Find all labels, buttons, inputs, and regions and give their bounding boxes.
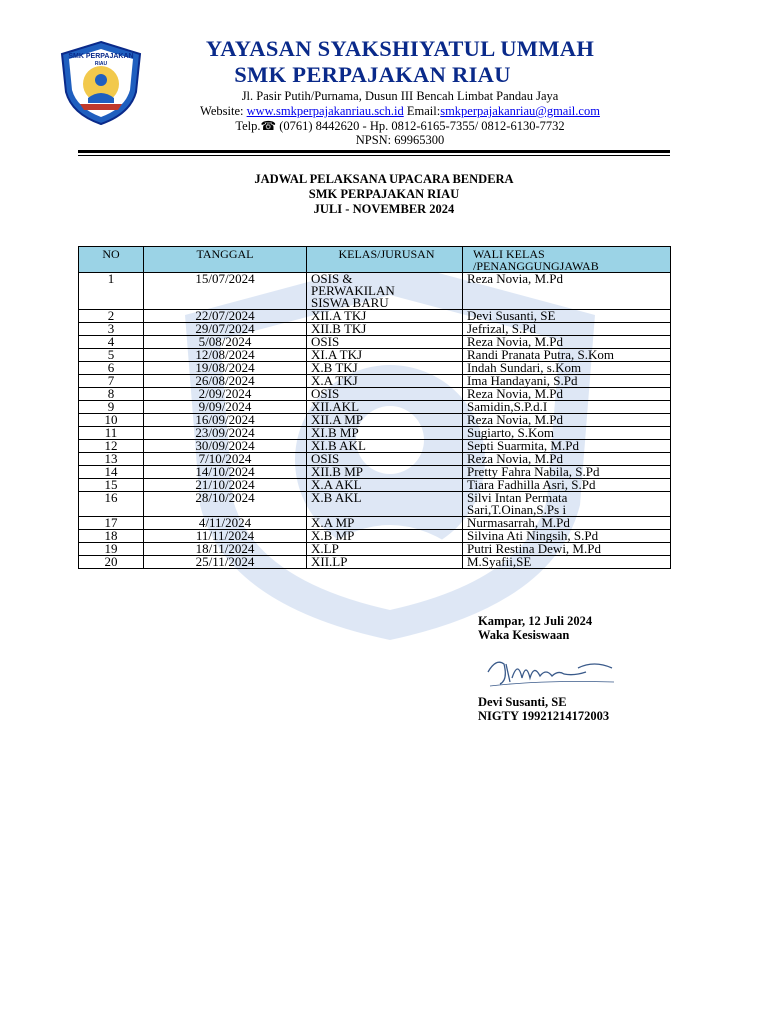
cell-wali-line: Silvina Ati Ningsih, S.Pd — [467, 528, 599, 543]
cell-tanggal: 15/07/2024 — [144, 273, 307, 310]
cell-wali-line: Randi Pranata Putra, S.Kom — [467, 347, 614, 362]
cell-wali-line: Nurmasarrah, M.Pd — [467, 515, 570, 530]
cell-wali-line: Sari,T.Oinan,S.Ps i — [467, 502, 567, 517]
phone-line: Telp.☎ (0761) 8442620 - Hp. 0812-6165-7355/ 0812-6130-7732 — [235, 119, 565, 133]
email-link[interactable]: smkperpajakanriau@gmail.com — [440, 104, 600, 118]
table-header-row — [79, 247, 671, 273]
cell-kelas-line: OSIS — [311, 451, 340, 466]
cell-wali-line: Pretty Fahra Nabila, S.Pd — [467, 464, 600, 479]
cell-kelas-line: OSIS & — [311, 271, 353, 286]
website-label: Website: — [200, 104, 244, 118]
cell-tanggal: 5/08/2024 — [144, 336, 307, 349]
sign-id: NIGTY 19921214172003 — [478, 709, 610, 723]
table-row — [79, 375, 671, 388]
cell-kelas-line: X.B MP — [311, 528, 355, 543]
table-row — [79, 388, 671, 401]
contact-line — [130, 104, 670, 119]
header-kelas: KELAS/JURUSAN — [307, 247, 463, 273]
cell-tanggal: 19/08/2024 — [144, 362, 307, 375]
cell-no: 2 — [79, 310, 144, 323]
cell-tanggal: 30/09/2024 — [144, 440, 307, 453]
document-subtitle: SMK PERPAJAKAN RIAU — [308, 187, 460, 201]
cell-wali-line: Tiara Fadhilla Asri, S.Pd — [467, 477, 596, 492]
cell-no: 14 — [79, 466, 144, 479]
organization-name: YAYASAN SYAKSHIYATUL UMMAH — [205, 36, 595, 61]
cell-tanggal: 29/07/2024 — [144, 323, 307, 336]
cell-no: 9 — [79, 401, 144, 414]
table-row — [79, 492, 671, 517]
cell-no: 17 — [79, 517, 144, 530]
cell-no: 5 — [79, 349, 144, 362]
cell-kelas-line: XI.A TKJ — [311, 347, 363, 362]
table-row — [79, 401, 671, 414]
cell-tanggal: 25/11/2024 — [144, 556, 307, 569]
header-rule-thick — [78, 150, 670, 153]
svg-text:SMK PERPAJAKAN: SMK PERPAJAKAN — [68, 53, 134, 60]
address-line: Jl. Pasir Putih/Purnama, Dusun III Bencah Limbat Pandau Jaya — [241, 89, 559, 103]
cell-no: 13 — [79, 453, 144, 466]
cell-no: 6 — [79, 362, 144, 375]
cell-tanggal: 23/09/2024 — [144, 427, 307, 440]
cell-no: 4 — [79, 336, 144, 349]
cell-no: 16 — [79, 492, 144, 517]
sign-place-date: Kampar, 12 Juli 2024 — [478, 614, 593, 628]
cell-kelas-line: XII.B TKJ — [311, 321, 367, 336]
cell-wali-line: Sugiarto, S.Kom — [467, 425, 555, 440]
cell-tanggal: 16/09/2024 — [144, 414, 307, 427]
cell-wali-line: M.Syafii,SE — [467, 554, 532, 569]
cell-wali-line: Samidin,S.P.d.I — [467, 399, 548, 414]
cell-tanggal: 11/11/2024 — [144, 530, 307, 543]
cell-no: 15 — [79, 479, 144, 492]
cell-no: 1 — [79, 273, 144, 310]
cell-tanggal: 21/10/2024 — [144, 479, 307, 492]
cell-tanggal: 18/11/2024 — [144, 543, 307, 556]
cell-wali-line: Indah Sundari, s.Kom — [467, 360, 582, 375]
table-row — [79, 479, 671, 492]
table-row — [79, 414, 671, 427]
cell-kelas-line: X.B AKL — [311, 490, 362, 505]
cell-wali-line: Devi Susanti, SE — [467, 308, 556, 323]
cell-kelas-line: XI.B AKL — [311, 438, 366, 453]
cell-wali-line: Reza Novia, M.Pd — [467, 412, 564, 427]
cell-kelas-line: OSIS — [311, 334, 340, 349]
document-title: JADWAL PELAKSANA UPACARA BENDERA — [254, 172, 514, 186]
cell-tanggal: 28/10/2024 — [144, 492, 307, 517]
cell-wali-line: Silvi Intan Permata — [467, 490, 568, 505]
email-label: Email: — [406, 104, 441, 118]
cell-tanggal: 26/08/2024 — [144, 375, 307, 388]
header-wali — [463, 247, 671, 273]
cell-wali — [463, 492, 671, 517]
header-tanggal: TANGGAL — [144, 247, 307, 273]
cell-wali-line: Reza Novia, M.Pd — [467, 334, 564, 349]
cell-kelas — [307, 492, 463, 517]
table-row — [79, 310, 671, 323]
header-no: NO — [79, 247, 144, 273]
cell-tanggal: 7/10/2024 — [144, 453, 307, 466]
cell-kelas — [307, 556, 463, 569]
cell-kelas-line: X.A AKL — [311, 477, 362, 492]
cell-tanggal: 12/08/2024 — [144, 349, 307, 362]
cell-kelas-line: PERWAKILAN — [311, 283, 395, 298]
svg-text:RIAU: RIAU — [94, 61, 108, 67]
cell-no: 20 — [79, 556, 144, 569]
cell-kelas-line: OSIS — [311, 386, 340, 401]
cell-kelas-line: XII.LP — [311, 554, 348, 569]
sign-position: Waka Kesiswaan — [478, 628, 570, 642]
cell-kelas — [307, 273, 463, 310]
cell-kelas-line: XII.B MP — [311, 464, 364, 479]
table-row — [79, 556, 671, 569]
sign-name: Devi Susanti, SE — [478, 695, 567, 709]
handwritten-signature — [482, 650, 622, 692]
cell-kelas-line: X.A MP — [311, 515, 355, 530]
cell-no: 10 — [79, 414, 144, 427]
cell-kelas-line: XII.A MP — [311, 412, 364, 427]
schedule-body — [79, 273, 671, 569]
cell-no: 19 — [79, 543, 144, 556]
cell-kelas-line: XII.A TKJ — [311, 308, 367, 323]
header-wali-line1: WALI KELAS — [473, 247, 545, 261]
cell-wali-line: Reza Novia, M.Pd — [467, 271, 564, 286]
cell-no: 18 — [79, 530, 144, 543]
cell-no: 11 — [79, 427, 144, 440]
cell-wali-line: Jefrizal, S.Pd — [467, 321, 536, 336]
table-row — [79, 543, 671, 556]
cell-no: 3 — [79, 323, 144, 336]
header-wali-line2: /PENANGGUNGJAWAB — [473, 259, 599, 273]
cell-no: 8 — [79, 388, 144, 401]
cell-no: 12 — [79, 440, 144, 453]
table-row — [79, 273, 671, 310]
cell-no: 7 — [79, 375, 144, 388]
table-row — [79, 362, 671, 375]
cell-wali-line: Reza Novia, M.Pd — [467, 386, 564, 401]
table-row — [79, 427, 671, 440]
cell-wali-line: Putri Restina Dewi, M.Pd — [467, 541, 601, 556]
table-row — [79, 440, 671, 453]
cell-wali-line: Reza Novia, M.Pd — [467, 451, 564, 466]
cell-kelas-line: X.A TKJ — [311, 373, 358, 388]
header-rule-thin — [78, 155, 670, 156]
cell-wali-line: Septi Suarmita, M.Pd — [467, 438, 579, 453]
table-row — [79, 349, 671, 362]
school-name: SMK PERPAJAKAN RIAU — [234, 62, 511, 87]
cell-tanggal: 9/09/2024 — [144, 401, 307, 414]
cell-kelas-line: X.B TKJ — [311, 360, 358, 375]
cell-wali — [463, 273, 671, 310]
npsn-line: NPSN: 69965300 — [355, 133, 445, 147]
cell-kelas-line: SISWA BARU — [311, 295, 389, 310]
cell-tanggal: 14/10/2024 — [144, 466, 307, 479]
document-period: JULI - NOVEMBER 2024 — [313, 202, 455, 216]
cell-wali — [463, 556, 671, 569]
table-row — [79, 323, 671, 336]
cell-kelas-line: X.LP — [311, 541, 339, 556]
website-link[interactable]: www.smkperpajakanriau.sch.id — [246, 104, 404, 118]
cell-tanggal: 2/09/2024 — [144, 388, 307, 401]
cell-tanggal: 4/11/2024 — [144, 517, 307, 530]
cell-wali-line: Ima Handayani, S.Pd — [467, 373, 578, 388]
cell-tanggal: 22/07/2024 — [144, 310, 307, 323]
cell-kelas-line: XI.B MP — [311, 425, 359, 440]
cell-kelas-line: XII.AKL — [311, 399, 360, 414]
schedule-table — [78, 246, 671, 569]
